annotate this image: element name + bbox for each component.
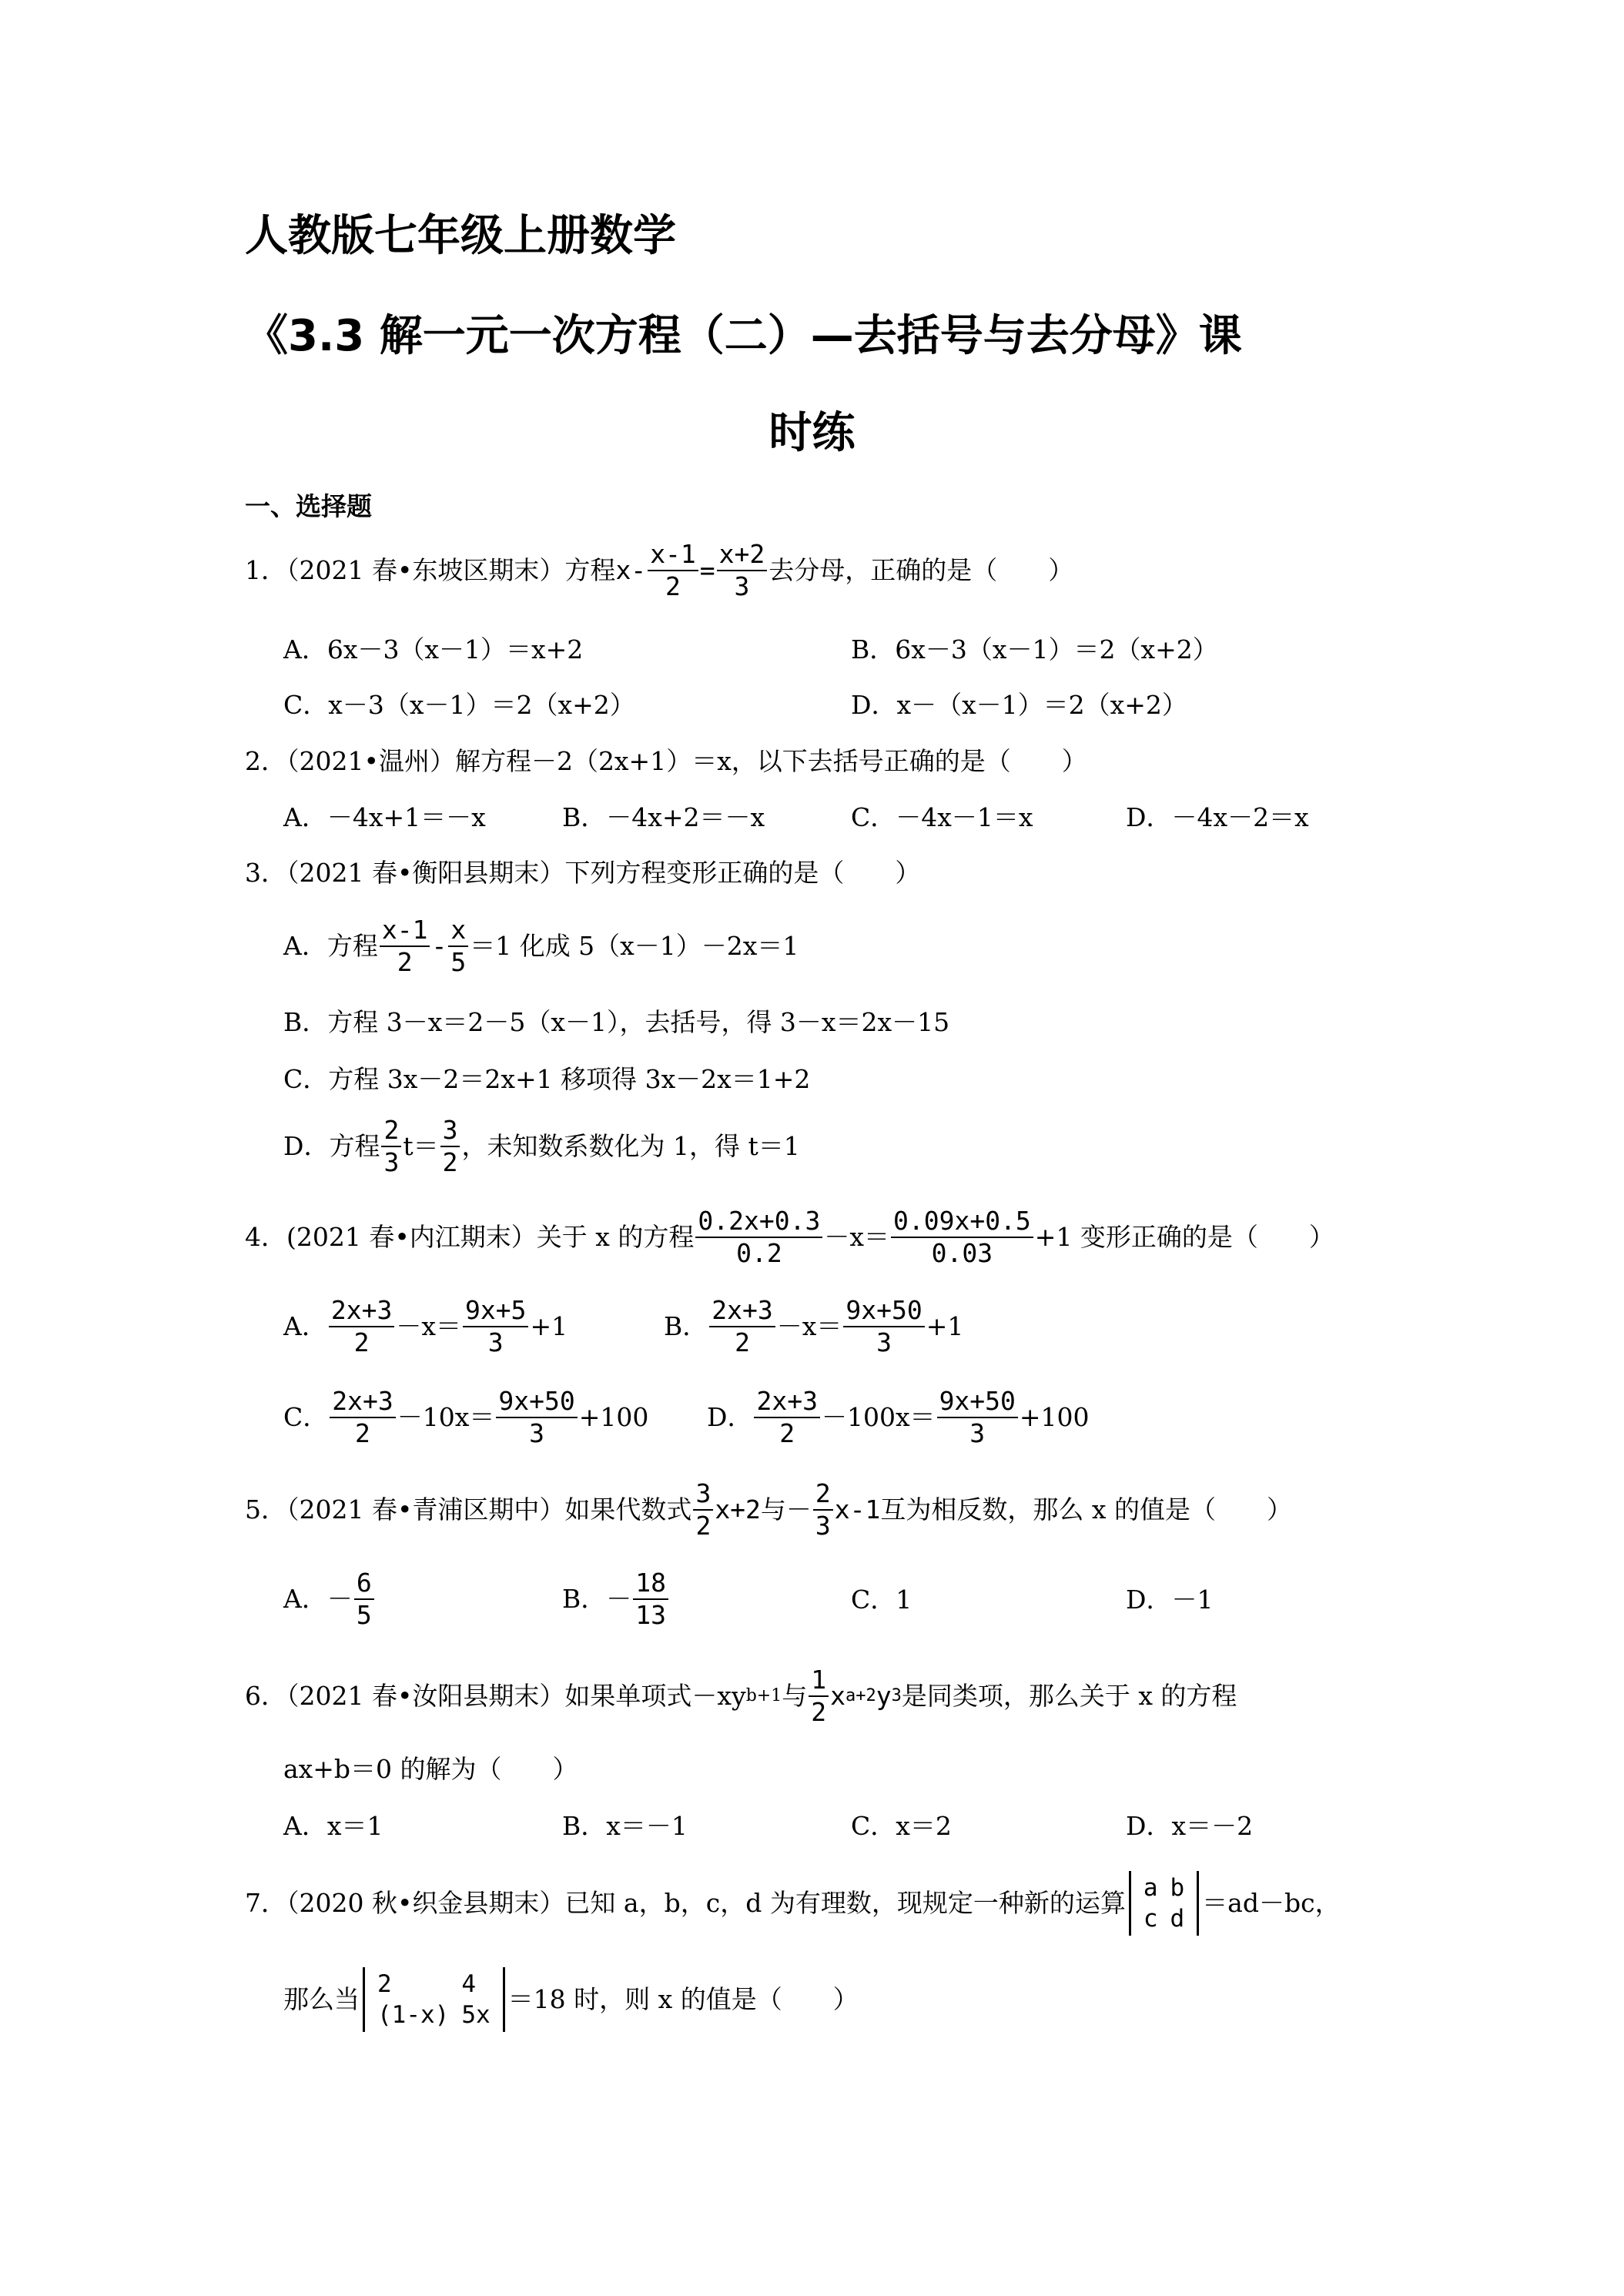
q4-b-tail: +1	[926, 1311, 964, 1341]
q7-determinant-2	[363, 1967, 505, 2032]
q4-option-d[interactable]	[707, 1386, 1090, 1449]
q5-prefix: 5．（2021 春•青浦区期中）如果代数式	[245, 1494, 692, 1525]
q4-suffix: +1 变形正确的是（ ）	[1034, 1222, 1334, 1252]
q5-option-a[interactable]	[283, 1568, 376, 1631]
q5-f2-num: 2	[813, 1478, 833, 1511]
q7-d2-d: 5x	[461, 2001, 491, 2029]
q4-mid: －x＝	[824, 1222, 889, 1252]
q4-prefix: 4．(2021 春•内江期末）关于 x 的方程	[245, 1222, 695, 1252]
question-5-stem	[245, 1478, 1292, 1541]
q4-a-label: A．	[283, 1311, 327, 1341]
q6-fraction	[809, 1665, 829, 1728]
q5-a-label: A．－	[283, 1584, 353, 1614]
q5-mid: 与－	[760, 1494, 812, 1525]
q6-f-num: 1	[809, 1665, 829, 1697]
q7-line2-pre: 那么当	[283, 1984, 360, 2014]
q4-fraction-2	[891, 1206, 1033, 1269]
q4-c-label: C．	[283, 1402, 329, 1432]
q4-d-label: D．	[707, 1402, 753, 1432]
q4-f2-den: 0.03	[931, 1238, 993, 1268]
q5-fraction-2	[813, 1478, 833, 1541]
q4-c-f1-num: 2x+3	[330, 1386, 395, 1418]
q4-f1-den: 0.2	[736, 1238, 782, 1268]
q3-option-a[interactable]	[283, 915, 799, 978]
q4-c-tail: +100	[578, 1402, 649, 1432]
q4-f1-num: 0.2x+0.3	[695, 1206, 822, 1238]
q7-suffix: ＝ad－bc，	[1202, 1888, 1341, 1918]
q4-c-f2-num: 9x+50	[496, 1386, 577, 1418]
q7-d1-a: a	[1143, 1874, 1158, 1902]
q4-c-mid: －10x＝	[397, 1402, 495, 1432]
q3-d-f2-den: 2	[442, 1147, 458, 1177]
q4-b-label: B．	[664, 1311, 708, 1341]
q7-determinant-1	[1129, 1871, 1199, 1936]
q5-expr-2: x-1	[834, 1494, 881, 1525]
q5-expr-1: x+2	[715, 1494, 761, 1525]
q5-b-den: 13	[635, 1600, 667, 1630]
q4-d-f1-num: 2x+3	[754, 1386, 819, 1418]
q1-x: x-	[615, 555, 647, 585]
q4-a-f1-num: 2x+3	[329, 1295, 394, 1327]
q5-f1-num: 3	[693, 1478, 713, 1511]
q6-exp-1: b+1	[745, 1686, 782, 1705]
q7-d2-b: 4	[461, 1970, 476, 1998]
q6-suffix: 是同类项，那么关于 x 的方程	[901, 1681, 1237, 1711]
q3-option-c[interactable]: C．方程 3x－2＝2x+1 移项得 3x－2x＝1+2	[283, 1064, 811, 1094]
q3-a-pre: A．方程	[283, 931, 378, 961]
q3-d-f2-num: 3	[440, 1115, 460, 1147]
q3-option-d[interactable]	[283, 1115, 800, 1178]
q4-a-f2-den: 3	[487, 1327, 504, 1357]
q7-prefix: 7．（2020 秋•织金县期末）已知 a，b，c，d 为有理数，现规定一种新的运算	[245, 1888, 1126, 1918]
q4-a-f1-den: 2	[353, 1327, 370, 1357]
q6-mid: 与	[782, 1681, 808, 1711]
section-heading: 一、选择题	[245, 491, 372, 521]
q4-a-fraction-1	[329, 1295, 394, 1358]
q3-d-pre: D．方程	[283, 1131, 380, 1161]
q6-option-d[interactable]: D．x＝－2	[1126, 1811, 1254, 1841]
q7-d1-d: d	[1170, 1905, 1185, 1933]
q5-a-fraction	[354, 1568, 374, 1631]
q7-line2-post: ＝18 时，则 x 的值是（ ）	[507, 1984, 859, 2014]
q4-option-c[interactable]	[283, 1386, 648, 1449]
question-6-stem	[245, 1665, 1237, 1728]
q5-option-b[interactable]	[562, 1568, 670, 1631]
q4-b-f1-den: 2	[735, 1327, 750, 1357]
q5-b-num: 18	[633, 1568, 668, 1600]
q4-d-tail: +100	[1019, 1402, 1090, 1432]
question-4-stem	[245, 1206, 1334, 1269]
q5-fraction-1	[693, 1478, 713, 1541]
q4-a-mid: －x＝	[396, 1311, 461, 1341]
q1-f1-num: x-1	[648, 539, 698, 571]
q1-equals: =	[699, 555, 715, 585]
q2-option-b[interactable]: B．－4x+2＝－x	[562, 802, 765, 832]
q1-f2-num: x+2	[717, 539, 768, 571]
q6-prefix: 6．（2021 春•汝阳县期末）如果单项式－xy	[245, 1681, 746, 1711]
question-1-stem	[245, 539, 1073, 602]
q5-a-den: 5	[356, 1600, 372, 1630]
q1-prefix: 1．（2021 春•东坡区期末）方程	[245, 555, 616, 585]
q3-a-f1-num: x-1	[380, 915, 430, 947]
q6-option-c[interactable]: C．x＝2	[851, 1811, 952, 1841]
q2-option-d[interactable]: D．－4x－2＝x	[1126, 802, 1309, 832]
q6-f-den: 2	[811, 1697, 827, 1727]
q4-d-fraction-2	[937, 1386, 1018, 1449]
q5-a-num: 6	[354, 1568, 374, 1600]
q1-fraction-1	[648, 539, 698, 602]
q3-a-f1-den: 2	[397, 947, 413, 977]
q4-b-f1-num: 2x+3	[709, 1295, 775, 1327]
q4-b-mid: －x＝	[776, 1311, 842, 1341]
q2-option-c[interactable]: C．－4x－1＝x	[851, 802, 1033, 832]
q3-d-f1-num: 2	[381, 1115, 401, 1147]
q4-d-f2-den: 3	[969, 1418, 986, 1448]
q4-d-mid: －100x＝	[821, 1402, 936, 1432]
q3-d-fraction-1	[381, 1115, 401, 1178]
q4-c-f1-den: 2	[355, 1418, 370, 1448]
worksheet-title-line3: 时练	[768, 408, 856, 458]
q4-c-fraction-2	[496, 1386, 577, 1449]
q4-b-f2-num: 9x+50	[843, 1295, 924, 1327]
q3-a-minus: -	[431, 931, 447, 961]
q1-option-b[interactable]: B．6x－3（x－1）＝2（x+2）	[851, 634, 1218, 664]
q6-option-a[interactable]: A．x＝1	[283, 1811, 383, 1841]
q4-d-f2-num: 9x+50	[937, 1386, 1018, 1418]
q1-option-d[interactable]: D．x－（x－1）＝2（x+2）	[851, 690, 1187, 720]
q4-option-a[interactable]	[283, 1295, 568, 1358]
q6-option-b[interactable]: B．x＝－1	[562, 1811, 688, 1841]
q6-line-2: ax+b＝0 的解为（ ）	[283, 1754, 578, 1784]
q5-option-d[interactable]: D．－1	[1126, 1585, 1214, 1615]
q3-a-f2-den: 5	[450, 947, 467, 977]
q1-suffix: 去分母，正确的是（ ）	[768, 555, 1074, 585]
q3-d-mid: t＝	[403, 1131, 439, 1161]
q5-f2-den: 3	[815, 1511, 831, 1541]
q3-d-fraction-2	[440, 1115, 460, 1178]
q7-d2-a: 2	[377, 1970, 392, 1998]
q3-option-b[interactable]: B．方程 3－x＝2－5（x－1），去括号，得 3－x＝2x－15	[283, 1007, 950, 1037]
q1-fraction-2	[717, 539, 768, 602]
q4-a-fraction-2	[463, 1295, 528, 1358]
worksheet-title-line1: 人教版七年级上册数学	[245, 211, 676, 261]
q3-d-post: ，未知数系数化为 1，得 t＝1	[461, 1131, 800, 1161]
q4-option-b[interactable]	[664, 1295, 963, 1358]
q4-c-f2-den: 3	[529, 1418, 544, 1448]
question-7-stem	[245, 1871, 1341, 1936]
q7-line-2	[283, 1967, 859, 2032]
q4-b-f2-den: 3	[876, 1327, 892, 1357]
q6-y: y	[876, 1681, 892, 1711]
q5-f1-den: 2	[695, 1511, 712, 1541]
question-2-stem: 2．（2021•温州）解方程－2（2x+1）＝x，以下去括号正确的是（ ）	[245, 746, 1087, 776]
q6-exp-2: a+2	[845, 1686, 876, 1705]
q4-d-f1-den: 2	[779, 1418, 795, 1448]
q1-f1-den: 2	[665, 571, 681, 601]
q5-option-c[interactable]: C．1	[851, 1585, 912, 1615]
q5-b-label: B．－	[562, 1584, 632, 1614]
q4-a-f2-num: 9x+5	[463, 1295, 528, 1327]
q3-a-f2-num: x	[448, 915, 468, 947]
q4-fraction-1	[695, 1206, 822, 1269]
q4-a-tail: +1	[530, 1311, 568, 1341]
q7-d1-b: b	[1170, 1874, 1185, 1902]
q1-f2-den: 3	[734, 571, 750, 601]
q5-suffix: 互为相反数，那么 x 的值是（ ）	[880, 1494, 1292, 1525]
q2-option-a[interactable]: A．－4x+1＝－x	[283, 802, 486, 832]
q5-b-fraction	[633, 1568, 668, 1631]
q4-d-fraction-1	[754, 1386, 819, 1449]
q3-a-post: ＝1 化成 5（x－1）－2x＝1	[470, 931, 799, 961]
q6-exp-3: 3	[891, 1686, 902, 1705]
q3-a-fraction-2	[448, 915, 468, 978]
question-3-stem: 3．（2021 春•衡阳县期末）下列方程变形正确的是（ ）	[245, 858, 921, 888]
q6-x: x	[830, 1681, 845, 1711]
q1-option-a[interactable]: A．6x－3（x－1）＝x+2	[283, 634, 584, 664]
q7-d2-c: (1-x)	[377, 2001, 450, 2029]
worksheet-title-line2: 《3.3 解一元一次方程（二）—去括号与去分母》课	[245, 311, 1242, 361]
q7-d1-c: c	[1143, 1905, 1158, 1933]
q4-f2-num: 0.09x+0.5	[891, 1206, 1033, 1238]
q4-b-fraction-2	[843, 1295, 924, 1358]
q3-d-f1-den: 3	[383, 1147, 400, 1177]
q4-b-fraction-1	[709, 1295, 775, 1358]
q4-c-fraction-1	[330, 1386, 395, 1449]
q1-option-c[interactable]: C．x－3（x－1）＝2（x+2）	[283, 690, 635, 720]
q3-a-fraction-1	[380, 915, 430, 978]
